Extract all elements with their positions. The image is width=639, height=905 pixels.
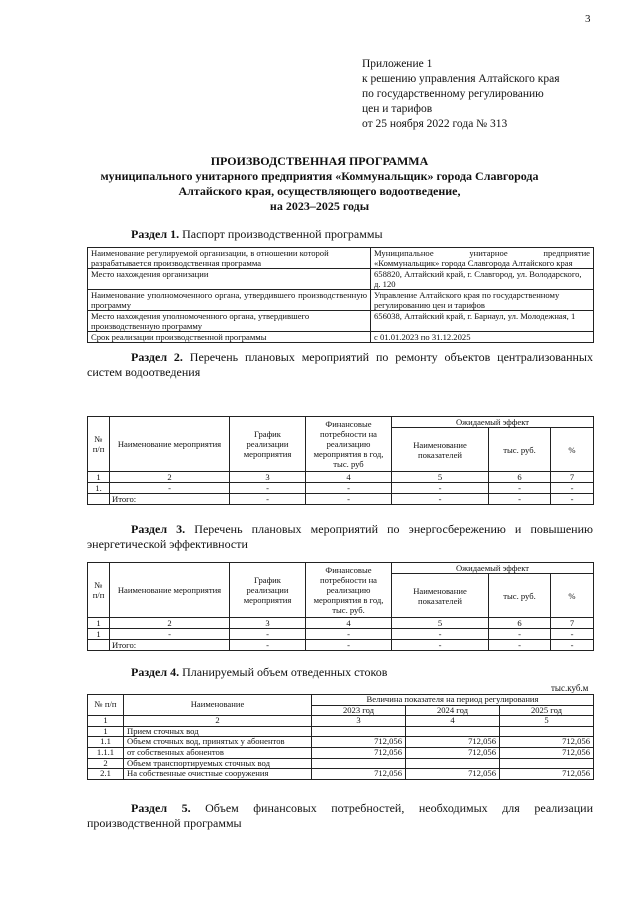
table-row <box>88 726 594 737</box>
table-row <box>88 332 594 343</box>
section1-title: Паспорт производственной программы <box>179 227 383 241</box>
table-cell: - <box>551 494 594 505</box>
row-number: 2.1 <box>88 769 124 780</box>
table-cell: - <box>306 640 392 651</box>
table-row <box>88 758 594 769</box>
table-row <box>88 311 594 332</box>
value-2025 <box>500 726 594 737</box>
table-total-row <box>88 640 594 651</box>
passport-value: 658820, Алтайский край, г. Славгород, ул. Володарского, д. 120 <box>371 269 594 290</box>
section3-heading <box>87 522 593 552</box>
table-cell: - <box>230 483 306 494</box>
section4-title: Планируемый объем отведенных стоков <box>179 665 388 679</box>
value-2024 <box>406 758 500 769</box>
title-line: на 2023–2025 годы <box>269 199 370 213</box>
repair-measures-table <box>87 416 594 505</box>
table-cell: - <box>489 494 551 505</box>
title-line: Алтайского края, осуществляющего водоотведение, <box>178 184 461 198</box>
table-cell: 3 <box>230 472 306 483</box>
row-name: Объем транспортируемых сточных вод <box>124 758 312 769</box>
column-header-rub: тыс. руб. <box>489 574 551 618</box>
column-header-year: 2025 год <box>500 705 594 716</box>
column-header-schedule: График реализации мероприятия <box>230 563 306 618</box>
table-cell: 2 <box>110 618 230 629</box>
column-header-name: Наименование мероприятия <box>110 417 230 472</box>
row-number: 2 <box>88 758 124 769</box>
table-cell: - <box>230 494 306 505</box>
column-header-percent: % <box>551 574 594 618</box>
appendix-block <box>362 57 560 132</box>
table-cell <box>88 640 110 651</box>
table-cell <box>88 494 110 505</box>
value-2025 <box>500 758 594 769</box>
table-cell: 5 <box>392 472 489 483</box>
table-cell: - <box>110 483 230 494</box>
table-cell: 1 <box>88 629 110 640</box>
wastewater-volume-table <box>87 694 594 780</box>
passport-value: с 01.01.2023 по 31.12.2025 <box>371 332 594 343</box>
table-cell: 6 <box>489 472 551 483</box>
table-cell: 4 <box>306 618 392 629</box>
table-header-row <box>88 695 594 706</box>
table-row <box>88 248 594 269</box>
table-cell: - <box>551 640 594 651</box>
table-row <box>88 747 594 758</box>
column-header-finance: Финансовые потребности на реализацию мероприятия в год, тыс. руб. <box>306 563 392 618</box>
section5-title: Объем финансовых потребностей, необходимых для реализации производственной программы <box>87 801 593 830</box>
appendix-line: от 25 ноября 2022 года № 313 <box>362 118 508 130</box>
table-cell: - <box>489 629 551 640</box>
table-cell: - <box>230 629 306 640</box>
appendix-line: цен и тарифов <box>362 103 433 115</box>
table-cell: 1 <box>88 716 124 727</box>
document-title <box>0 154 639 214</box>
table-cell: 5 <box>500 716 594 727</box>
unit-label: тыс.куб.м <box>551 683 589 693</box>
row-number: 1.1 <box>88 737 124 748</box>
column-header-period: Величина показателя на период регулирования <box>312 695 594 706</box>
table-row <box>88 290 594 311</box>
table-header-row <box>88 563 594 574</box>
row-name: Объем сточных вод, принятых у абонентов <box>124 737 312 748</box>
column-header-effect: Ожидаемый эффект <box>392 563 594 574</box>
table-cell: 3 <box>312 716 406 727</box>
passport-label: Место нахождения уполномоченного органа, утвердившего производственную программу <box>88 311 371 332</box>
table-cell: - <box>230 640 306 651</box>
value-2023: 712,056 <box>312 737 406 748</box>
column-header-schedule: График реализации мероприятия <box>230 417 306 472</box>
section5-number: Раздел 5. <box>131 801 191 815</box>
column-header-number: № п/п <box>88 563 110 618</box>
value-2023 <box>312 758 406 769</box>
row-number: 1 <box>88 726 124 737</box>
row-name: Прием сточных вод <box>124 726 312 737</box>
table-cell: - <box>489 483 551 494</box>
table-numbering-row <box>88 618 594 629</box>
appendix-line: по государственному регулированию <box>362 88 544 100</box>
title-line: ПРОИЗВОДСТВЕННАЯ ПРОГРАММА <box>210 154 429 168</box>
table-row <box>88 737 594 748</box>
table-cell: 2 <box>124 716 312 727</box>
column-header-name: Наименование мероприятия <box>110 563 230 618</box>
value-2023: 712,056 <box>312 769 406 780</box>
table-cell: - <box>489 640 551 651</box>
section5-heading <box>87 801 593 831</box>
section2-number: Раздел 2. <box>131 350 183 364</box>
table-cell: 5 <box>392 618 489 629</box>
table-cell: 6 <box>489 618 551 629</box>
column-header-indicators: Наименование показателей <box>392 428 489 472</box>
table-cell: 1. <box>88 483 110 494</box>
column-header-rub: тыс. руб. <box>489 428 551 472</box>
column-header-year: 2024 год <box>406 705 500 716</box>
section3-title: Перечень плановых мероприятий по энергосбережению и повышению энергетической эффективности <box>87 522 593 551</box>
passport-label: Срок реализации производственной программы <box>88 332 371 343</box>
total-label: Итого: <box>110 640 230 651</box>
column-header-effect: Ожидаемый эффект <box>392 417 594 428</box>
table-cell: - <box>306 629 392 640</box>
table-cell: 1 <box>88 618 110 629</box>
column-header-percent: % <box>551 428 594 472</box>
row-number: 1.1.1 <box>88 747 124 758</box>
table-cell: 7 <box>551 618 594 629</box>
value-2025: 712,056 <box>500 737 594 748</box>
section4-number: Раздел 4. <box>131 665 180 679</box>
passport-label: Наименование регулируемой организации, в отношении которой разрабатывается производственная программа <box>88 248 371 269</box>
section4-heading <box>131 665 387 680</box>
total-label: Итого: <box>110 494 230 505</box>
value-2023 <box>312 726 406 737</box>
table-row <box>88 629 594 640</box>
appendix-line: Приложение 1 <box>362 58 433 70</box>
table-cell: 7 <box>551 472 594 483</box>
table-cell: 4 <box>306 472 392 483</box>
table-cell: 4 <box>406 716 500 727</box>
value-2025: 712,056 <box>500 747 594 758</box>
passport-table <box>87 247 594 343</box>
title-line: муниципального унитарного предприятия «Коммунальщик» города Славгорода <box>100 169 539 183</box>
table-cell: - <box>392 640 489 651</box>
table-numbering-row <box>88 716 594 727</box>
table-cell: 3 <box>230 618 306 629</box>
passport-label: Место нахождения организации <box>88 269 371 290</box>
column-header-indicators: Наименование показателей <box>392 574 489 618</box>
section1-number: Раздел 1. <box>131 227 180 241</box>
row-name: от собственных абонентов <box>124 747 312 758</box>
table-cell: - <box>392 494 489 505</box>
page-number: 3 <box>585 13 591 25</box>
table-cell: - <box>392 483 489 494</box>
passport-label: Наименование уполномоченного органа, утвердившего производственную программу <box>88 290 371 311</box>
value-2024: 712,056 <box>406 737 500 748</box>
passport-value: Муниципальное унитарное предприятие «Коммунальщик» города Славгорода Алтайского края <box>371 248 594 269</box>
value-2025: 712,056 <box>500 769 594 780</box>
column-header-name: Наименование <box>124 695 312 716</box>
column-header-number: № п/п <box>88 417 110 472</box>
appendix-line: к решению управления Алтайского края <box>362 73 560 85</box>
value-2024: 712,056 <box>406 747 500 758</box>
table-header-row <box>88 417 594 428</box>
section2-heading <box>87 350 593 380</box>
value-2023: 712,056 <box>312 747 406 758</box>
table-cell: - <box>306 494 392 505</box>
table-row <box>88 483 594 494</box>
value-2024 <box>406 726 500 737</box>
table-numbering-row <box>88 472 594 483</box>
column-header-finance: Финансовые потребности на реализацию мероприятия в год, тыс. руб <box>306 417 392 472</box>
table-cell: 2 <box>110 472 230 483</box>
table-cell: - <box>551 483 594 494</box>
table-row <box>88 269 594 290</box>
table-cell: - <box>110 629 230 640</box>
table-cell: 1 <box>88 472 110 483</box>
column-header-year: 2023 год <box>312 705 406 716</box>
table-total-row <box>88 494 594 505</box>
section2-title: Перечень плановых мероприятий по ремонту объектов централизованных систем водоотведения <box>87 350 593 379</box>
table-cell: - <box>551 629 594 640</box>
column-header-number: № п/п <box>88 695 124 716</box>
passport-value: Управление Алтайского края по государственному регулированию цен и тарифов <box>371 290 594 311</box>
table-cell: - <box>392 629 489 640</box>
section3-number: Раздел 3. <box>131 522 186 536</box>
table-cell: - <box>306 483 392 494</box>
row-name: На собственные очистные сооружения <box>124 769 312 780</box>
table-row <box>88 769 594 780</box>
passport-value: 656038, Алтайский край, г. Барнаул, ул. Молодежная, 1 <box>371 311 594 332</box>
energy-measures-table <box>87 562 594 651</box>
section1-heading <box>131 227 383 242</box>
value-2024: 712,056 <box>406 769 500 780</box>
